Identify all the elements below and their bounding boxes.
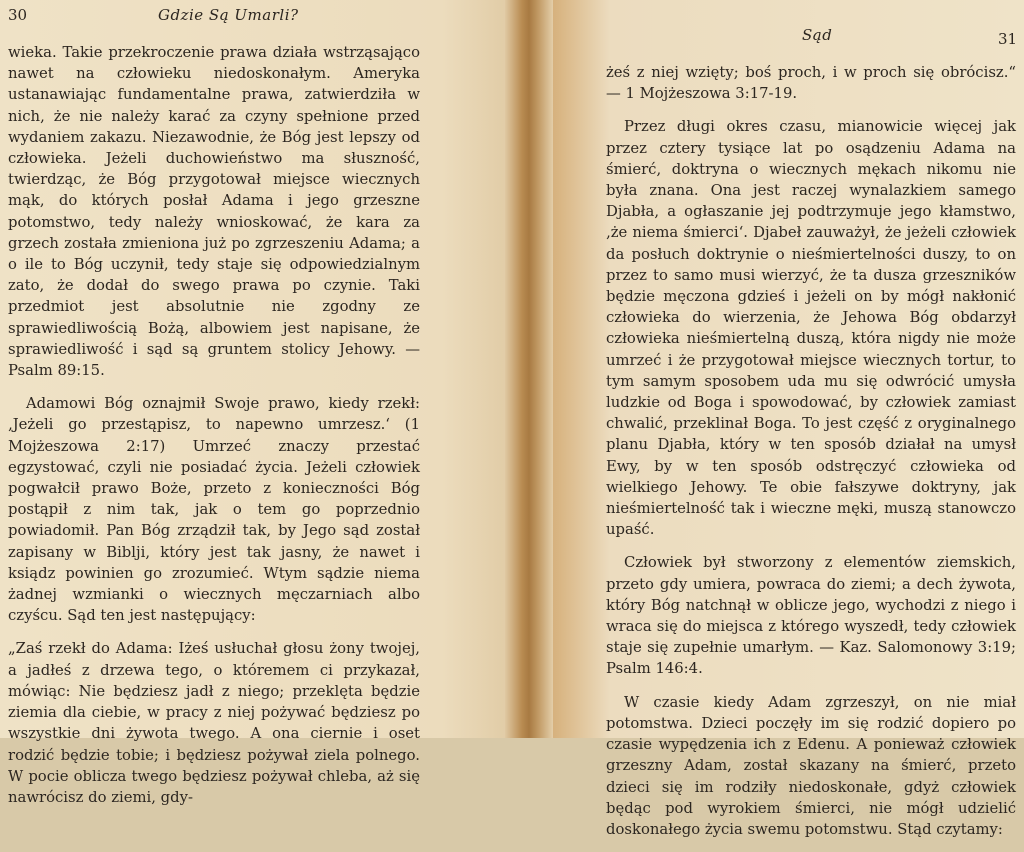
right-page (520, 0, 1024, 838)
paragraph: żeś z niej wzięty; boś proch, i w proch się obrócisz.“ — 1 Mojżeszowa 3:17-19. (606, 64, 1016, 103)
running-header-right: Sąd (802, 26, 833, 44)
paragraph: Przez długi okres czasu, mianowicie więcej jak przez cztery tysiące lat po osądzeniu Adama na śmierć, doktryna o wiecznych mękach nikomu nie była znana. Ona jest raczej wynalazkiem samego Djabła, a ogłaszanie jej podtrzymuje jego kłamstwo, ‚że niema śmierci‘. Djabeł zauważył, że jeżeli człowiek da posłuch doktrynie o nieśmiertelności duszy, to on przez to samo musi wierzyć, że ta dusza grzeszników będzie męczona gdzieś i jeżeli on by mógł nakłonić człowieka do wierzenia, że Jehowa Bóg obdarzył człowieka nieśmiertelną duszą, która nigdy nie może umrzeć i że przygotował miejsce wiecznych tortur, to tym samym sposobem uda mu się odwrócić umysła ludzkie od Boga i spowodować, by człowiek zamiast chwalić, przeklinał Boga. To jest część z oryginalnego planu Djabła, który w ten sposób działał na umysł Ewy, by w ten sposób odstręczyć człowieka od wielkiego Jehowy. Te obie fałszywe doktryny, jak nieśmiertelność tak i wieczne męki, muszą stanowczo upaść. (606, 118, 1016, 539)
running-header-left: Gdzie Są Umarli? (158, 6, 299, 24)
left-page-text (8, 42, 420, 820)
page-number-left: 30 (8, 6, 28, 24)
paragraph: W czasie kiedy Adam zgrzeszył, on nie miał potomstwa. Dzieci poczęły im się rodzić dopiero po czasie wypędzenia ich z Edenu. A ponieważ człowiek grzeszny Adam, został skazany na śmierć, przeto dzieci się im rodziły niedoskonałe, gdyż człowiek będąc pod wyrokiem śmierci, nie mógł udzielić doskonałego życia swemu potomstwu. Stąd czytamy: (606, 693, 1016, 838)
right-page-text (606, 62, 1016, 852)
paragraph-quote: „Zaś rzekł do Adama: Iżeś usłuchał głosu żony twojej, a jadłeś z drzewa tego, o któremem ci przykazał, mówiąc: Nie będziesz jadł z niego; przeklęta będzie ziemia dla ciebie, w pracy z niej pożywać będziesz po wszystkie dni żywota twego. A ona ciernie i oset rodzić będzie tobie; i będziesz pożywał ziela polnego. W pocie oblicza twego będziesz pożywał chleba, aż się nawrócisz do ziemi, gdy- (8, 640, 420, 806)
page-number-right: 31 (998, 30, 1018, 48)
paragraph: Adamowi Bóg oznajmił Swoje prawo, kiedy rzekł: ‚Jeżeli go przestąpisz, to napewno umrzesz.‘ (1 Mojżeszowa 2:17) Umrzeć znaczy przestać egzystować, czyli nie posiadać życia. Jeżeli człowiek pogwałcił prawo Boże, przeto z konieczności Bóg postąpił z nim tak, jak o tem go poprzednio powiadomił. Pan Bóg zrządził tak, by Jego sąd został zapisany w Biblji, który jest tak jasny, że nawet i ksiądz powinien go zrozumieć. Wtym sądzie niema żadnej wzmianki o wiecznych męczarniach albo czyścu. Sąd ten jest następujący: (8, 395, 420, 625)
left-page (0, 0, 520, 806)
paragraph: Człowiek był stworzony z elementów ziemskich, przeto gdy umiera, powraca do ziemi; a dech żywota, który Bóg natchnął w oblicze jego, wychodzi z niego i wraca się do miejsca z którego wyszedł, tedy człowiek staje się zupełnie umarłym. — Kaz. Salomonowy 3:19; Psalm 146:4. (606, 554, 1016, 678)
paragraph: wieka. Takie przekroczenie prawa działa wstrząsająco nawet na człowieku niedoskonałym. Ameryka ustanawiając fundamentalne prawa, zatwierdziła w nich, że nie należy karać za czyny spełnione przed wydaniem zakazu. Niezawodnie, że Bóg jest lepszy od człowieka. Jeżeli duchowieństwo ma słuszność, twierdząc, że Bóg przygotował miejsce wiecznych mąk, do których posłał Adama i jego grzeszne potomstwo, tedy należy wnioskować, że kara za grzech została zmieniona już po zgrzeszeniu Adama; a o ile to Bóg uczynił, tedy staje się odpowiedzialnym zato, że dodał do swego prawa po czynie. Taki przedmiot jest absolutnie nie zgodny ze sprawiedliwością Bożą, albowiem jest napisane, że sprawiedliwość i sąd są gruntem stolicy Jehowy. — Psalm 89:15. (8, 44, 420, 380)
book-spine (505, 0, 553, 738)
